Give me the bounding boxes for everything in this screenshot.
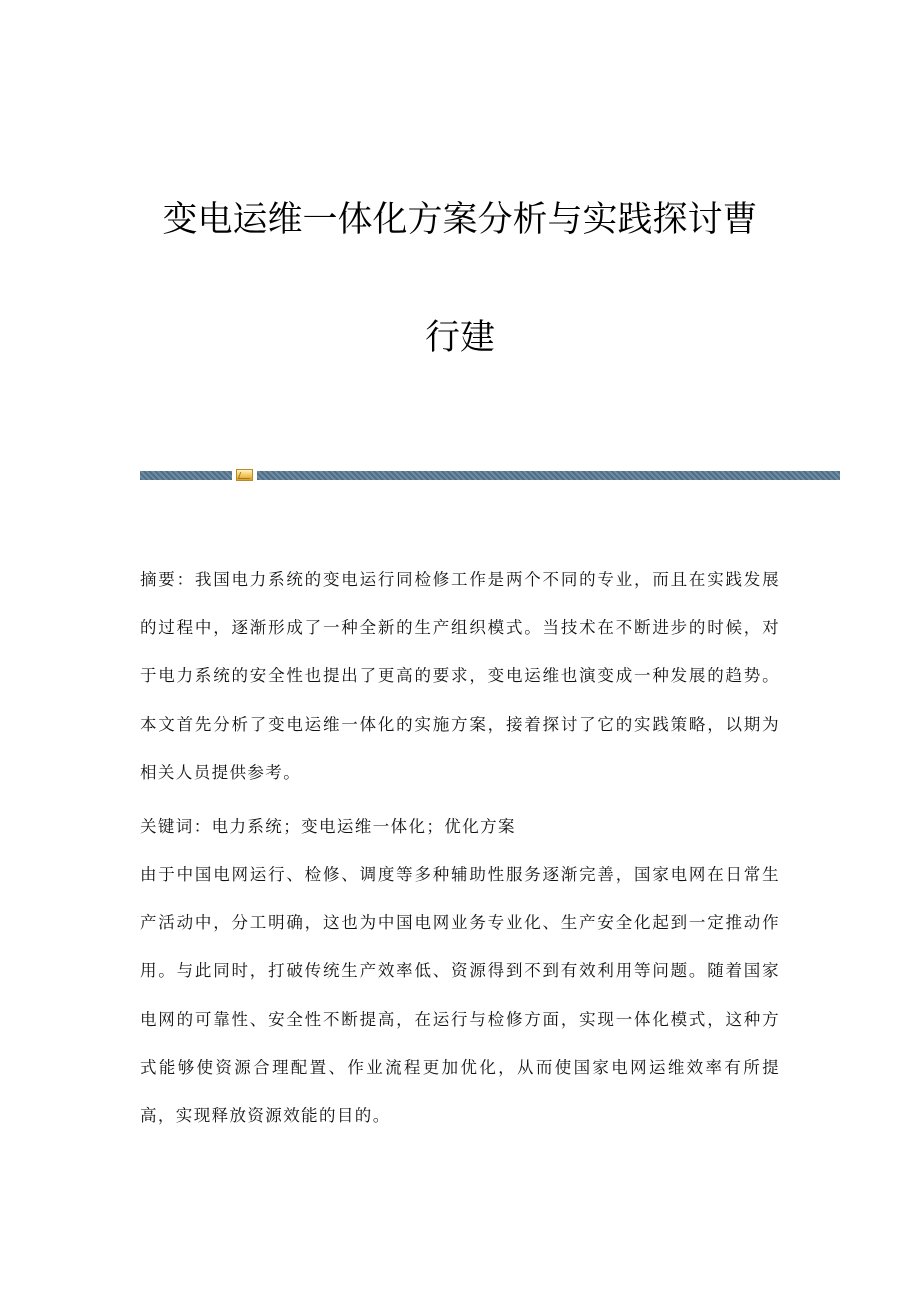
divider-bar-right (257, 471, 840, 480)
divider-bar-left (140, 471, 232, 480)
document-title-line-1: 变电运维一体化方案分析与实践探讨曹 (162, 200, 758, 240)
envelope-ornament-icon (236, 469, 253, 481)
title-divider (140, 471, 840, 480)
document-title-line-2: 行建 (424, 318, 495, 358)
body-paragraph: 由于中国电网运行、检修、调度等多种辅助性服务逐渐完善，国家电网在日常生产活动中，分工明确，这也为中国电网业务专业化、生产安全化起到一定推动作用。与此同时，打破传统生产效率低、资源得到不到有效利用等问题。随着国家电网的可靠性、安全性不断提高，在运行与检修方面，实现一体化模式，这种方式能够使资源合理配置、作业流程更加优化，从而使国家电网运维效率有所提高，实现释放资源效能的目的。 (140, 865, 780, 1126)
keywords-line: 关键词：电力系统；变电运维一体化；优化方案 (140, 817, 516, 836)
abstract-paragraph: 摘要：我国电力系统的变电运行同检修工作是两个不同的专业，而且在实践发展的过程中，逐渐形成了一种全新的生产组织模式。当技术在不断进步的时候，对于电力系统的安全性也提出了更高的要求，变电运维也演变成一种发展的趋势。本文首先分析了变电运维一体化的实施方案，接着探讨了它的实践策略，以期为相关人员提供参考。 (140, 570, 780, 782)
